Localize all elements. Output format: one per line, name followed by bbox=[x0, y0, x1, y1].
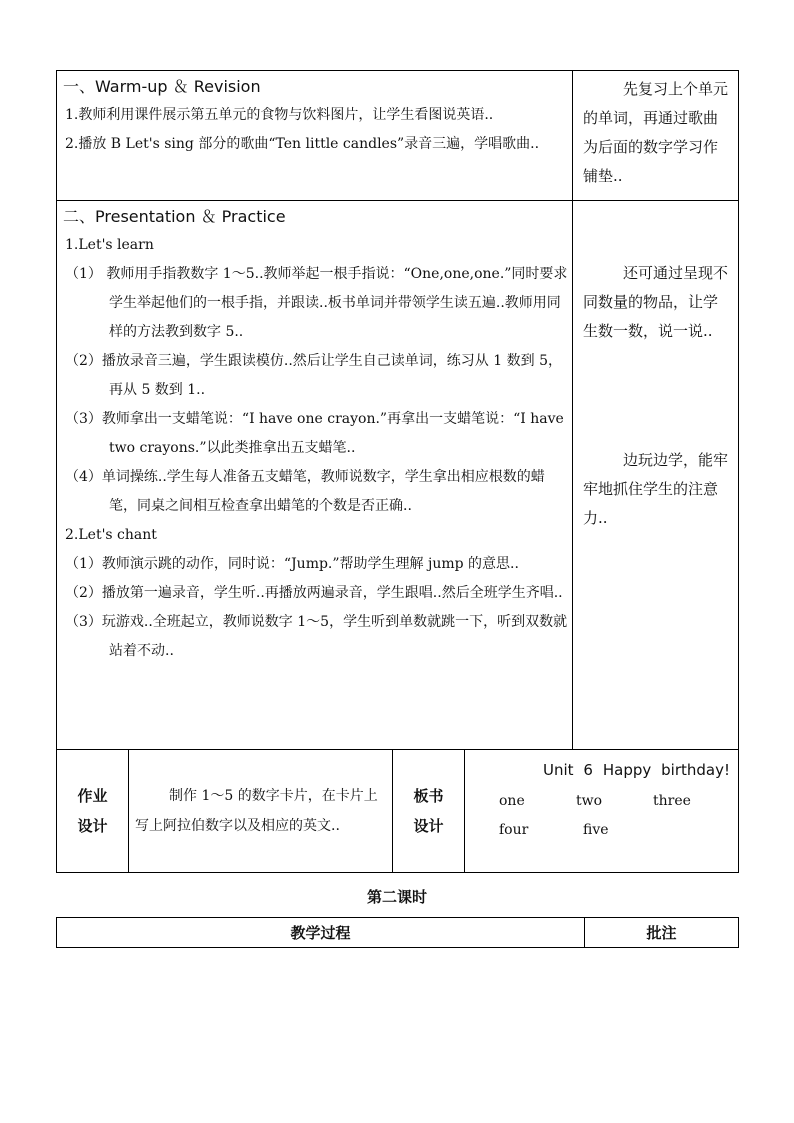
warmup-title: 一、Warm-up ＆ Revision bbox=[63, 77, 261, 96]
chant-item-2: （2）播放第一遍录音，学生听..再播放两遍录音，学生跟唱..然后全班学生齐唱.. bbox=[65, 585, 563, 601]
board-word: one bbox=[499, 793, 525, 809]
lets-chant-heading: 2.Let's chant bbox=[65, 527, 157, 543]
lesson-2-title: 第二课时 bbox=[366, 888, 427, 906]
presentation-note-cell bbox=[573, 201, 739, 750]
warmup-note: 先复习上个单元的单词，再通过歌曲为后面的数字学习作铺垫.. bbox=[583, 80, 729, 185]
learn-item-2: （2）播放录音三遍，学生跟读模仿..然后让学生自己读单词，练习从 1 数到 5，再从 5 数到 1.. bbox=[65, 353, 562, 398]
learn-item-4: （4）单词操练..学生每人准备五支蜡笔，教师说数字，学生拿出相应根数的蜡笔，同桌之间相互检查拿出蜡笔的个数是否正确.. bbox=[65, 469, 545, 514]
warmup-line-2: 2.播放 B Let's sing 部分的歌曲“Ten little candles”录音三遍，学唱歌曲.. bbox=[65, 136, 540, 152]
board-label: 板书设计 bbox=[413, 787, 444, 835]
board-head bbox=[473, 750, 730, 785]
learn-item-3: （3）教师拿出一支蜡笔说：“I have one crayon.”再拿出一支蜡笔说：“I have two crayons.”以此类推拿出五支蜡笔.. bbox=[65, 411, 564, 456]
chant-item-1: （1）教师演示跳的动作，同时说：“Jump.”帮助学生理解 jump 的意思.. bbox=[65, 556, 519, 572]
presentation-title: 二、Presentation ＆ Practice bbox=[63, 207, 286, 226]
board-words-row-1 bbox=[473, 787, 730, 816]
homework-label: 作业设计 bbox=[77, 787, 108, 835]
annotation-header: 批注 bbox=[585, 918, 739, 948]
learn-item-1: （1） 教师用手指教数字 1～5..教师举起一根手指说：“One,one,one.”同时要求学生举起他们的一根手指，并跟读..板书单词并带领学生读五遍..教师用同样的方法教到数字 5.. bbox=[65, 266, 568, 340]
warmup-note-cell bbox=[573, 71, 739, 201]
teaching-process-header: 教学过程 bbox=[57, 918, 585, 948]
homework-text: 制作 1～5 的数字卡片，在卡片上写上阿拉伯数字以及相应的英文.. bbox=[135, 788, 378, 834]
presentation-cell bbox=[57, 201, 573, 750]
warmup-line-1: 1.教师利用课件展示第五单元的食物与饮料图片，让学生看图说英语.. bbox=[65, 107, 494, 123]
lets-learn-heading: 1.Let's learn bbox=[65, 237, 154, 253]
board-word: five bbox=[583, 822, 609, 838]
lesson-plan-table bbox=[56, 70, 739, 873]
presentation-note-1: 还可通过呈现不同数量的物品，让学生数一数，说一说.. bbox=[583, 264, 729, 340]
board-label-cell bbox=[393, 750, 465, 873]
board-word: two bbox=[576, 793, 603, 809]
presentation-note-2: 边玩边学，能牢牢地抓住学生的注意力.. bbox=[583, 451, 729, 527]
board-word: three bbox=[653, 793, 691, 809]
board-head-line: Unit 6 Happy birthday! bbox=[543, 761, 731, 779]
board-words-row-2 bbox=[473, 816, 730, 845]
chant-item-3: （3）玩游戏..全班起立，教师说数字 1～5，学生听到单数就跳一下，听到双数就站着不动.. bbox=[65, 614, 568, 659]
board-word: four bbox=[499, 822, 529, 838]
lesson-2-header-table bbox=[56, 917, 739, 948]
warmup-cell bbox=[57, 71, 573, 201]
homework-text-cell bbox=[129, 750, 393, 873]
board-cell bbox=[465, 750, 739, 873]
homework-label-cell bbox=[57, 750, 129, 873]
